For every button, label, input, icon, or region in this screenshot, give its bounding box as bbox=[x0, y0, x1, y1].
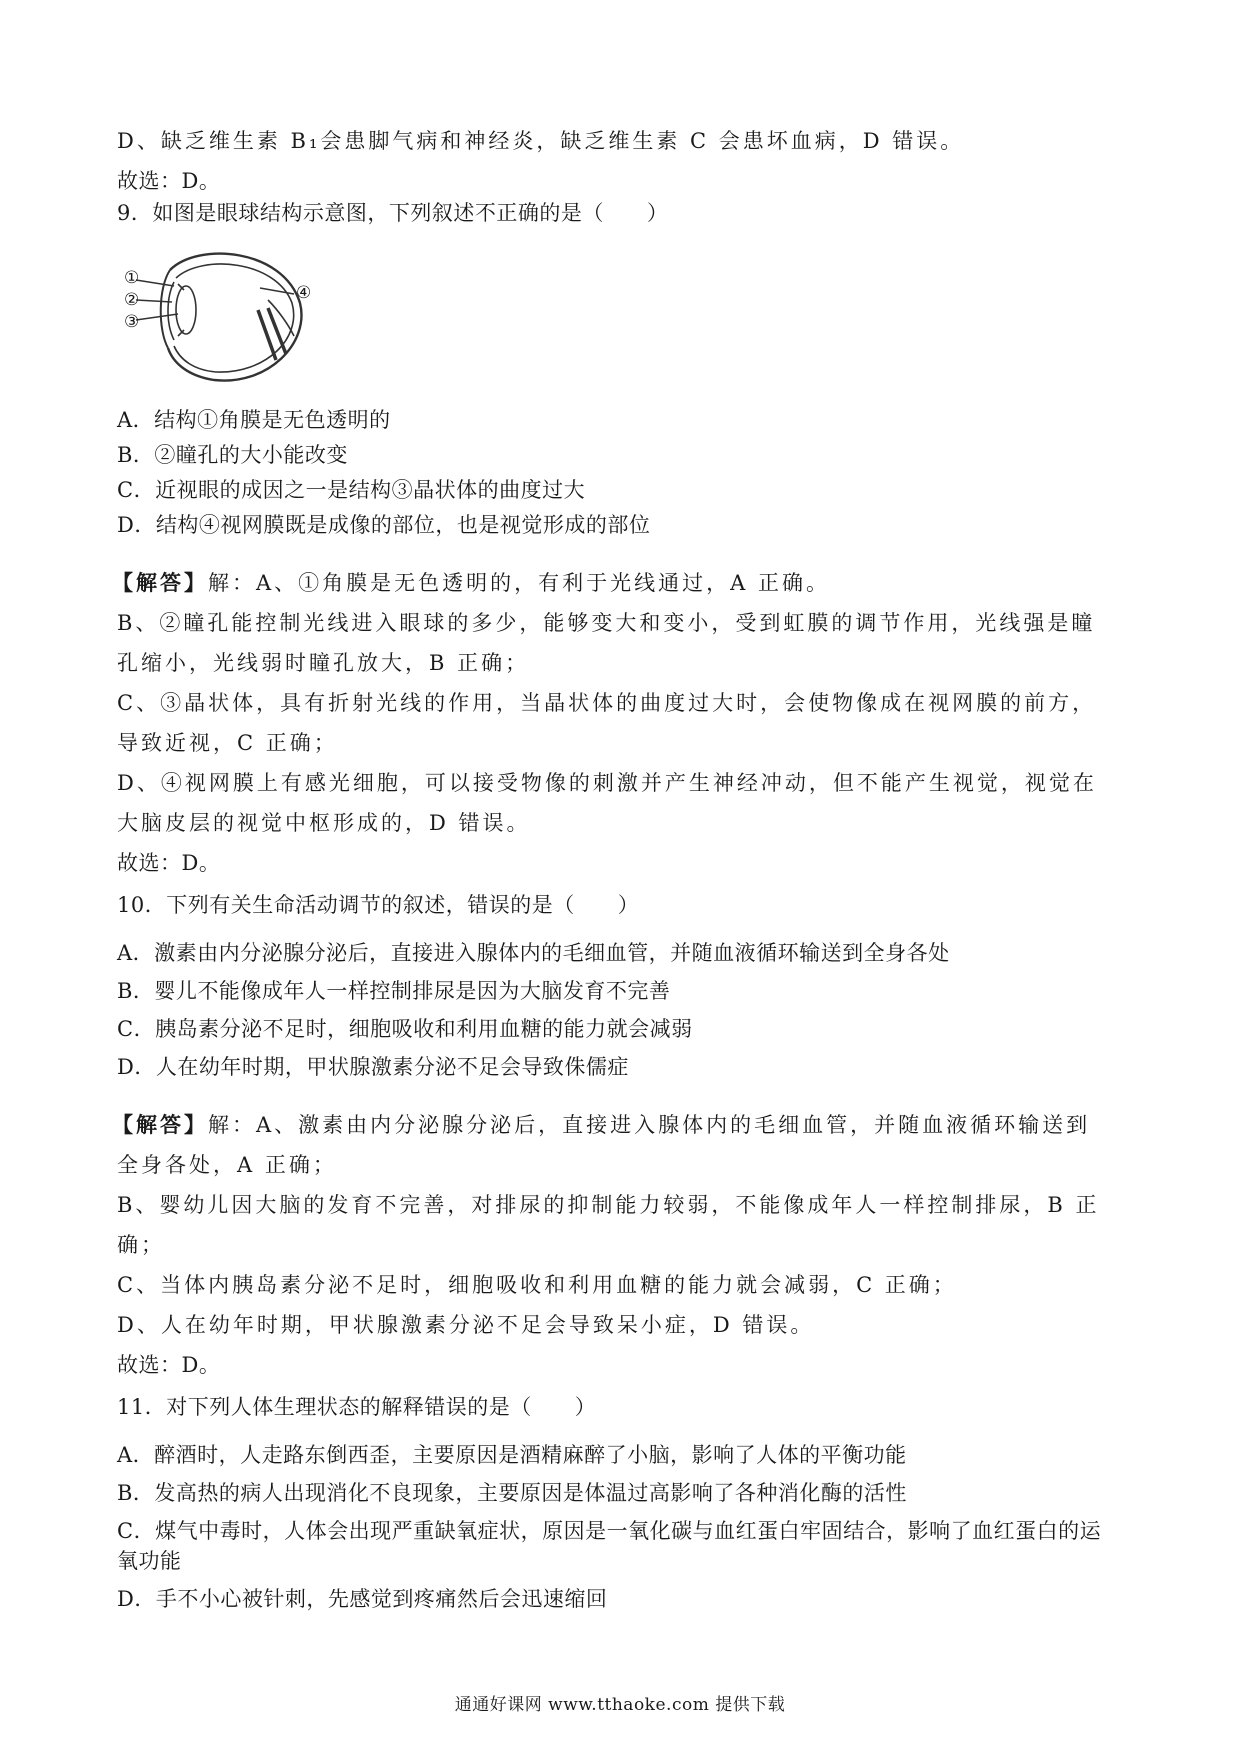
q10-option-b: B．婴儿不能像成年人一样控制排尿是因为大脑发育不完善 bbox=[117, 979, 671, 1003]
q8-option-d-explanation: D、缺乏维生素 B₁会患脚气病和神经炎，缺乏维生素 C 会患坏血病，D 错误。 bbox=[117, 129, 965, 153]
q10-answer-tag: 【解答】 bbox=[112, 1112, 208, 1137]
q11-option-d: D．手不小心被针刺，先感觉到疼痛然后会迅速缩回 bbox=[117, 1587, 608, 1611]
q11-option-c-continued: 氧功能 bbox=[117, 1549, 182, 1573]
q10-final-choice: 故选：D。 bbox=[117, 1353, 221, 1377]
figure-label-3: ③ bbox=[124, 312, 140, 332]
q10-option-c: C．胰岛素分泌不足时，细胞吸收和利用血糖的能力就会减弱 bbox=[117, 1017, 693, 1041]
q10-answer-line-5: C、当体内胰岛素分泌不足时，细胞吸收和利用血糖的能力就会减弱，C 正确； bbox=[117, 1273, 957, 1297]
q11-option-b: B．发高热的病人出现消化不良现象，主要原因是体温过高影响了各种消化酶的活性 bbox=[117, 1481, 907, 1505]
eyeball-diagram bbox=[118, 248, 318, 388]
q9-answer-line-2: B、②瞳孔能控制光线进入眼球的多少，能够变大和变小，受到虹膜的调节作用，光线强是瞳 bbox=[117, 611, 1096, 635]
q9-option-b: B．②瞳孔的大小能改变 bbox=[117, 443, 348, 467]
q9-answer-line-6: D、④视网膜上有感光细胞，可以接受物像的刺激并产生神经冲动，但不能产生视觉，视觉在 bbox=[117, 771, 1097, 795]
q10-answer-line-4: 确； bbox=[117, 1233, 165, 1257]
figure-label-4: ④ bbox=[296, 283, 312, 303]
figure-label-1: ① bbox=[124, 268, 140, 288]
q10-answer-line-2: 全身各处，A 正确； bbox=[117, 1153, 337, 1177]
q9-option-c: C．近视眼的成因之一是结构③晶状体的曲度过大 bbox=[117, 478, 586, 502]
q9-answer-line-4: C、③晶状体，具有折射光线的作用，当晶状体的曲度过大时，会使物像成在视网膜的前方， bbox=[117, 691, 1097, 715]
q9-option-d: D．结构④视网膜既是成像的部位，也是视觉形成的部位 bbox=[117, 513, 651, 537]
q9-answer-line-1: 【解答】解：A、①角膜是无色透明的，有利于光线通过，A 正确。 bbox=[112, 570, 831, 595]
q9-answer-line-7: 大脑皮层的视觉中枢形成的，D 错误。 bbox=[117, 811, 531, 835]
q9-stem: 9．如图是眼球结构示意图，下列叙述不正确的是（ ） bbox=[117, 201, 669, 225]
q10-answer-line-6: D、人在幼年时期，甲状腺激素分泌不足会导致呆小症，D 错误。 bbox=[117, 1313, 815, 1337]
q10-option-a: A．激素由内分泌腺分泌后，直接进入腺体内的毛细血管，并随血液循环输送到全身各处 bbox=[117, 941, 950, 965]
q9-final-choice: 故选：D。 bbox=[117, 851, 221, 875]
q10-stem: 10．下列有关生命活动调节的叙述，错误的是（ ） bbox=[117, 893, 640, 917]
q9-answer-tag: 【解答】 bbox=[112, 570, 208, 595]
q10-option-d: D．人在幼年时期，甲状腺激素分泌不足会导致侏儒症 bbox=[117, 1055, 629, 1079]
q10-answer-line-3: B、婴幼儿因大脑的发育不完善，对排尿的抑制能力较弱，不能像成年人一样控制排尿，B 正 bbox=[117, 1193, 1100, 1217]
q11-option-c: C．煤气中毒时，人体会出现严重缺氧症状，原因是一氧化碳与血红蛋白牢固结合，影响了血红蛋白的运 bbox=[117, 1519, 1102, 1543]
q8-final-choice: 故选：D。 bbox=[117, 169, 221, 193]
figure-label-2: ② bbox=[124, 290, 140, 310]
page-footer: 通通好课网 www.tthaoke.com 提供下载 bbox=[454, 1695, 786, 1715]
q11-option-a: A．醉酒时，人走路东倒西歪，主要原因是酒精麻醉了小脑，影响了人体的平衡功能 bbox=[117, 1443, 907, 1467]
q10-answer-line-1: 【解答】解：A、激素由内分泌腺分泌后，直接进入腺体内的毛细血管，并随血液循环输送到 bbox=[112, 1112, 1091, 1137]
q11-stem: 11．对下列人体生理状态的解释错误的是（ ） bbox=[117, 1395, 597, 1419]
q9-answer-line-3: 孔缩小，光线弱时瞳孔放大，B 正确； bbox=[117, 651, 530, 675]
q9-answer-line-5: 导致近视，C 正确； bbox=[117, 731, 338, 755]
q9-option-a: A．结构①角膜是无色透明的 bbox=[117, 408, 391, 432]
